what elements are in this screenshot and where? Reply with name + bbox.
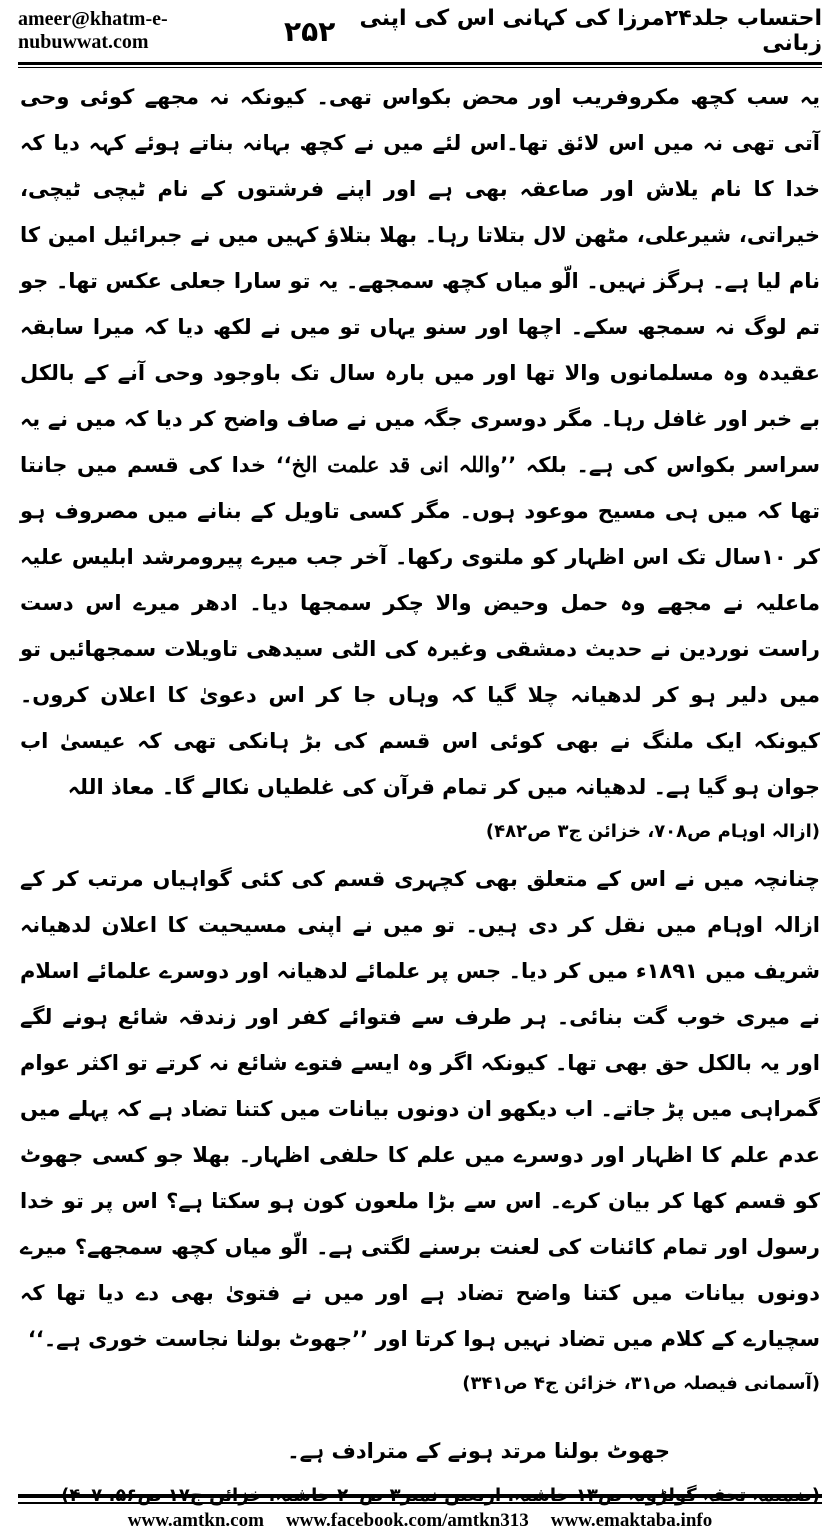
page-header — [0, 0, 840, 62]
reference-2: (آسمانی فیصلہ ص۳۱، خزائن ج۴ ص۳۴۱) — [462, 1373, 820, 1394]
page-body — [20, 74, 821, 1506]
footer-rule — [18, 1494, 822, 1504]
footer-link-amtkn[interactable]: www.amtkn.com — [127, 1510, 264, 1531]
footer-link-facebook[interactable]: www.facebook.com/amtkn313 — [285, 1510, 529, 1531]
page-number: ۲۵۲ — [284, 14, 336, 48]
paragraph-1-continuation: ‘‘ خدا کی قسم میں جانتا تھا کہ میں ہی مسیح موعود ہوں۔ مگر کسی تاویل کے بنانے میں مصروف ہو کر ۱۰سال تک اس اظہار کو ملتوی رکھا۔ آخر جب میرے پیرومرشد ابلیس علیہ ماعلیہ نے مجھے وہ حمل وحیض والا چکر سمجھا دیا۔ ادھر میرے اس دست راست نوردین نے حدیث دمشقی وغیرہ کی الٹی سیدھی تاویلات سمجھائیں تو میں دلیر ہو کر لدھیانہ چلا گیا کہ وہاں جا کر اس دعویٰ کا اعلان کروں۔ کیونکہ ایک ملنگ نے بھی کوئی اس قسم کی بڑ ہانکی تھی کہ عیسیٰ اب جوان ہو گیا ہے۔ لدھیانہ میں کر تمام قرآن کی غلطیاں نکالے گا۔ معاذ اللہ — [20, 453, 821, 799]
paragraph-3: جھوٹ بولنا مرتد ہونے کے مترادف ہے۔ — [287, 1439, 670, 1463]
reference-3: (ضمیمہ تحفہ گولڑویہ ص۱۳ حاشیہ، اربعین نمبر۳ ص۲۰ حاشیہ، خزائن ج۱۷ ص۵۶، ۴۰۷) — [61, 1485, 820, 1506]
header-rule — [18, 62, 822, 68]
running-title: احتساب جلد۲۴مرزا کی کہانی اس کی اپنی زبانی — [359, 6, 822, 56]
paragraph-1 — [20, 74, 820, 810]
arabic-quote: واللہ انی قد علمت الخ — [291, 452, 501, 477]
page-footer — [0, 1506, 840, 1536]
header-email[interactable]: ameer@khatm-e-nubuwwat.com — [18, 8, 168, 53]
paragraph-1-text: یہ سب کچھ مکروفریب اور محض بکواس تھی۔ کیونکہ نہ مجھے کوئی وحی آتی تھی نہ میں اس لائق تھا۔اس لئے میں نے کچھ بہانہ بناتے ہوئے کہہ دیا کہ خدا کا نام یلاش اور صاعقہ بھی ہے اور اپنے فرشتوں کے نام ٹیچی ٹیچی، خیراتی، شیرعلی، مٹھن لال بتلاتا رہا۔ بھلا بتلاؤ کہیں میں نے جبرائیل امین کا نام لیا ہے۔ ہرگز نہیں۔ الّو میاں کچھ سمجھے۔ یہ تو سارا جعلی عکس تھا۔ جو تم لوگ نہ سمجھ سکے۔ اچھا اور سنو یہاں تو میں نے لکھ دیا کہ میرا سابقہ عقیدہ وہ مسلمانوں والا تھا اور میں بارہ سال تک باوجود وحی آنے کے بالکل بے خبر اور غافل رہا۔ مگر دوسری جگہ میں نے صاف واضح کر دیا کہ میں نے یہ سراسر بکواس کی ہے۔ بلکہ ’’ — [20, 85, 820, 477]
header-left — [18, 8, 335, 54]
reference-1: (ازالہ اوہام ص۷۰۸، خزائن ج۳ ص۴۸۲) — [485, 821, 820, 842]
footer-link-emaktaba[interactable]: www.emaktaba.info — [550, 1510, 713, 1531]
paragraph-2: چنانچہ میں نے اس کے متعلق بھی کچہری قسم کی کئی گواہیاں مرتب کر کے ازالہ اوہام میں نقل کر دی ہیں۔ تو میں نے اپنی مسیحیت کا اعلان لدھیانہ شریف میں ۱۸۹۱ء میں کر دیا۔ جس پر علمائے لدھیانہ اور دوسرے علمائے اسلام نے میری خوب گت بنائی۔ ہر طرف سے فتوائے کفر اور زندقہ شائع ہونے لگے اور یہ بالکل حق بھی تھا۔ کیونکہ اگر وہ ایسے فتوے شائع نہ کرتے تو اکثر عوام گمراہی میں پڑ جاتے۔ اب دیکھو ان دونوں بیانات میں کتنا تضاد ہے کہ پہلے میں عدم علم کا اظہار اور دوسرے میں علم کا حلفی اظہار۔ بھلا جو کسی جھوٹ کو قسم کھا کر بیان کرے۔ اس سے بڑا ملعون کون ہو سکتا ہے؟ اس پر تو خدا رسول اور تمام کائنات کی لعنت برسنے لگتی ہے۔ الّو میاں کچھ سمجھے؟ میرے دونوں بیانات میں کتنا واضح تضاد ہے اور میں نے فتویٰ بھی دے دیا تھا کہ سچیارے کے کلام میں تضاد نہیں ہوا کرتا اور ’’جھوٹ بولنا نجاست خوری ہے۔‘‘ — [20, 867, 820, 1351]
